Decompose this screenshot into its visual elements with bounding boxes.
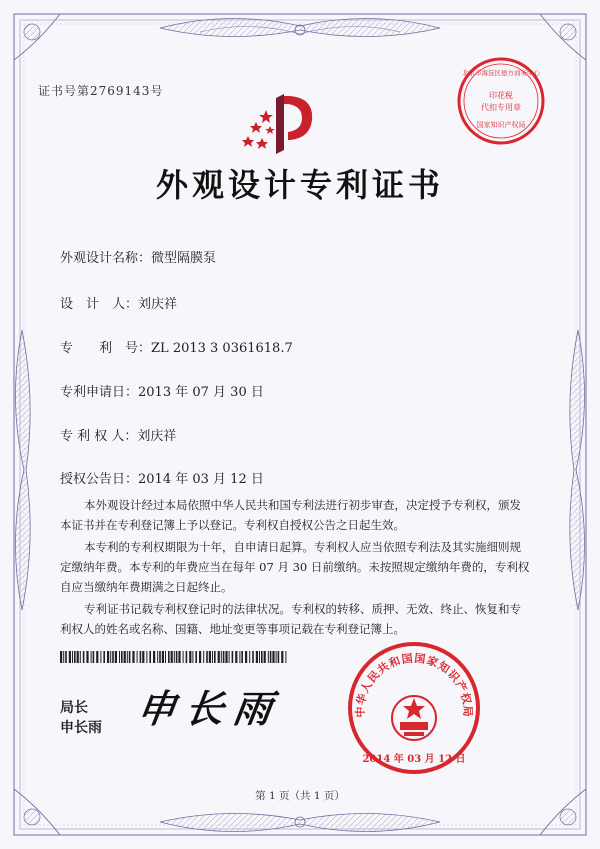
director-signature: 申长雨	[134, 686, 285, 731]
paragraph-status: 专利证书记载专利权登记时的法律状况。专利权的转移、质押、无效、终止、恢复和专利权人的姓名或名称、国籍、地址变更等事项记载在专利登记簿上。	[60, 602, 521, 636]
field-patentee	[60, 425, 176, 444]
field-value: 2013 年 07 月 30 日	[138, 385, 264, 400]
field-label: 专利申请日：	[60, 385, 139, 400]
field-value: 刘庆祥	[138, 297, 178, 312]
field-design-name	[60, 247, 216, 266]
field-label: 外观设计名称：	[60, 251, 152, 266]
page-number: 第 1 页（共 1 页）	[255, 790, 345, 802]
field-patent-number	[60, 337, 293, 356]
field-designer	[60, 293, 177, 312]
certificate-number: 证书号第2769143号	[38, 84, 164, 98]
field-grant-date	[60, 468, 264, 487]
field-application-date	[60, 381, 264, 400]
stamp-duty-seal	[456, 56, 546, 146]
page-title: 外观设计专利证书	[155, 166, 444, 204]
stamp-duty-seal-line-1: 印花税	[489, 91, 513, 100]
field-label: 设 计 人：	[60, 297, 139, 312]
cnipa-logo-icon	[232, 88, 322, 158]
field-value: ZL 2013 3 0361618.7	[151, 341, 293, 356]
director-name: 申长雨	[60, 720, 102, 736]
official-seal	[346, 640, 482, 776]
official-seal-date: 2014 年 03 月 12 日	[362, 754, 466, 765]
field-label: 专 利 权 人：	[60, 429, 138, 444]
field-value: 微型隔膜泵	[151, 251, 217, 266]
field-label: 授权公告日：	[60, 472, 139, 487]
svg-text:中华人民共和国国家知识产权局: 中华人民共和国国家知识产权局	[353, 651, 475, 718]
stamp-duty-seal-ring-text: 北京市海淀区德方商务中心	[462, 69, 540, 77]
paragraph-term: 本专利的专利权期限为十年，自申请日起算。专利权人应当依照专利法及其实施细则规定缴纳年费。本专利的年费应当在每年 07 月 30 日前缴纳。未按照规定缴纳年费的，专利权自应当缴纳年费期满之日起终止。	[60, 540, 530, 594]
director-title: 局长	[60, 700, 88, 716]
paragraph-grant: 本外观设计经过本局依照中华人民共和国专利法进行初步审查，决定授予专利权，颁发本证书并在专利登记簿上予以登记。专利权自授权公告之日起生效。	[60, 498, 521, 532]
field-label: 专 利 号：	[60, 341, 152, 356]
stamp-duty-seal-bottom-text: 国家知识产权局	[476, 121, 526, 129]
stamp-duty-seal-line-2: 代扣专用章	[481, 103, 521, 112]
field-value: 2014 年 03 月 12 日	[138, 472, 264, 487]
field-value: 刘庆祥	[137, 429, 177, 444]
barcode	[60, 651, 290, 663]
